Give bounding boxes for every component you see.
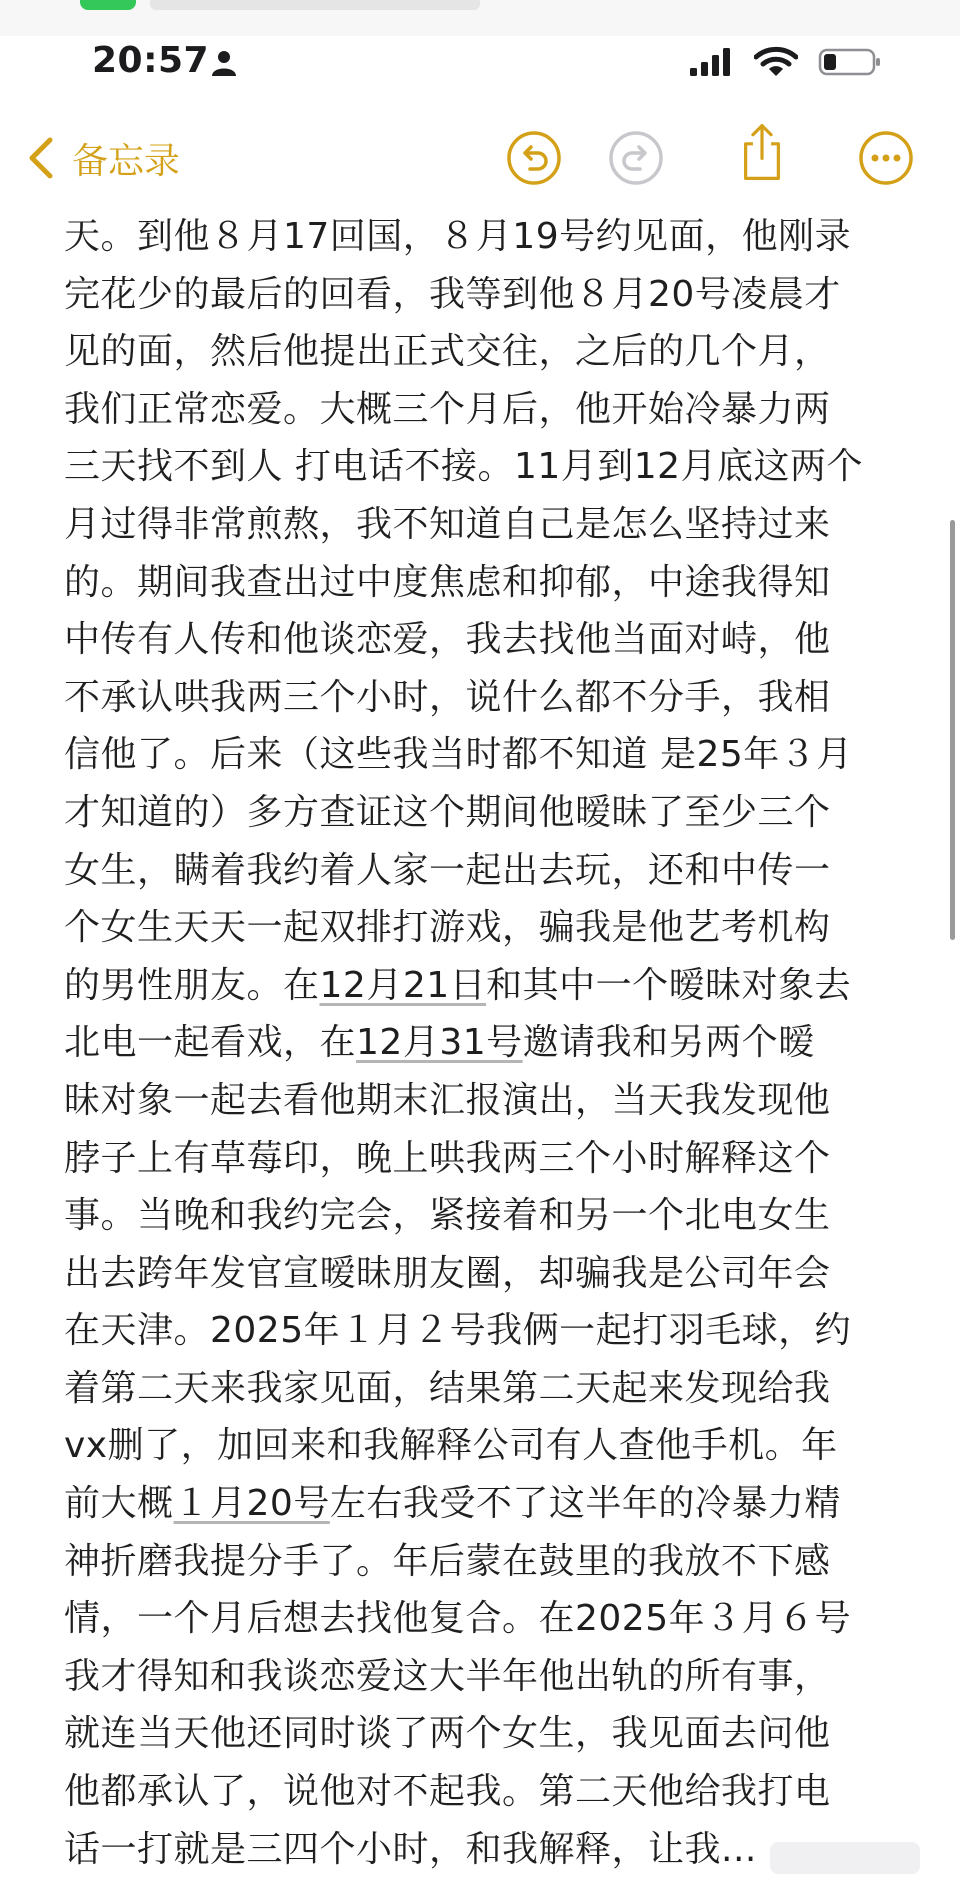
note-line: 个女生天天一起双排打游戏，骗我是他艺考机构 xyxy=(64,907,831,949)
note-text: 和其中一个暧昧对象去 xyxy=(486,964,852,1006)
note-line: 女生，瞒着我约着人家一起出去玩，还和中传一 xyxy=(64,849,831,891)
note-line xyxy=(64,957,904,1015)
person-icon xyxy=(212,50,236,76)
notification-text-remnant xyxy=(150,0,480,10)
share-icon[interactable] xyxy=(732,122,792,182)
note-line: 话一打就是三四个小时，和我解释，让我... xyxy=(64,1828,757,1870)
chevron-left-icon xyxy=(26,136,56,180)
note-line: 昧对象一起去看他期末汇报演出，当天我发现他 xyxy=(64,1079,831,1121)
note-line: 的。期间我查出过中度焦虑和抑郁，中途我得知 xyxy=(64,561,831,603)
note-line xyxy=(64,1014,904,1072)
note-line: 就连当天他还同时谈了两个女生，我见面去问他 xyxy=(64,1713,831,1755)
watermark-logo xyxy=(770,1838,920,1878)
scroll-indicator[interactable] xyxy=(950,520,955,940)
redo-icon[interactable] xyxy=(606,128,666,188)
note-text: 左右我受不了这半年的冷暴力精 xyxy=(329,1483,841,1525)
note-line: 出去跨年发官宣暧昧朋友圈，却骗我是公司年会 xyxy=(64,1252,831,1294)
note-text: 邀请我和另两个暧 xyxy=(522,1022,815,1064)
undo-icon[interactable] xyxy=(504,128,564,188)
note-line: 见的面，然后他提出正式交往，之后的几个月， xyxy=(64,331,831,373)
back-button[interactable] xyxy=(26,130,180,186)
note-line: 中传有人传和他谈恋爱，我去找他当面对峙，他 xyxy=(64,619,831,661)
battery-icon xyxy=(818,46,882,78)
note-line: 我才得知和我谈恋爱这大半年他出轨的所有事， xyxy=(64,1655,831,1697)
note-line: 着第二天来我家见面，结果第二天起来发现给我 xyxy=(64,1367,831,1409)
notification-banner-remnant xyxy=(0,0,960,36)
more-icon[interactable] xyxy=(856,128,916,188)
note-line: 事。当晚和我约完会，紧接着和另一个北电女生 xyxy=(64,1195,831,1237)
note-line: 他都承认了，说他对不起我。第二天他给我打电 xyxy=(64,1771,831,1813)
back-button-label: 备忘录 xyxy=(72,140,181,182)
note-line: 脖子上有草莓印，晚上哄我两三个小时解释这个 xyxy=(64,1137,831,1179)
date-link[interactable]: 12月31号 xyxy=(356,1022,523,1064)
navigation-bar xyxy=(0,120,960,196)
note-line: 月过得非常煎熬，我不知道自己是怎么坚持过来 xyxy=(64,503,831,545)
note-line: 不承认哄我两三个小时，说什么都不分手，我相 xyxy=(64,676,831,718)
note-text: 的男性朋友。在 xyxy=(64,964,320,1006)
note-line: 才知道的）多方查证这个期间他暧昧了至少三个 xyxy=(64,791,831,833)
wifi-icon xyxy=(754,46,798,78)
status-bar xyxy=(0,36,960,84)
note-line: vx删了，加回来和我解释公司有人查他手机。年 xyxy=(64,1425,838,1467)
date-link[interactable]: １月20号 xyxy=(173,1483,330,1525)
note-line xyxy=(64,1475,904,1533)
note-line: 完花少的最后的回看，我等到他８月20号凌晨才 xyxy=(64,273,841,315)
note-line: 我们正常恋爱。大概三个月后，他开始冷暴力两 xyxy=(64,388,831,430)
note-line: 神折磨我提分手了。年后蒙在鼓里的我放不下感 xyxy=(64,1540,831,1582)
note-line: 在天津。2025年１月２号我俩一起打羽毛球，约 xyxy=(64,1310,852,1352)
note-line: 天。到他８月17回国，８月19号约见面，他刚录 xyxy=(64,216,852,257)
note-text: 前大概 xyxy=(64,1483,174,1525)
status-time: 20:57 xyxy=(92,40,210,81)
note-line: 三天找不到人 打电话不接。11月到12月底这两个 xyxy=(64,446,864,488)
note-line: 情，一个月后想去找他复合。在2025年３月６号 xyxy=(64,1598,852,1640)
note-body[interactable] xyxy=(64,208,904,1878)
note-text: 北电一起看戏，在 xyxy=(64,1022,357,1064)
notification-app-indicator xyxy=(80,0,136,10)
note-line: 信他了。后来（这些我当时都不知道 是25年３月 xyxy=(64,734,853,776)
signal-icon xyxy=(688,46,734,78)
date-link[interactable]: 12月21日 xyxy=(319,964,487,1006)
